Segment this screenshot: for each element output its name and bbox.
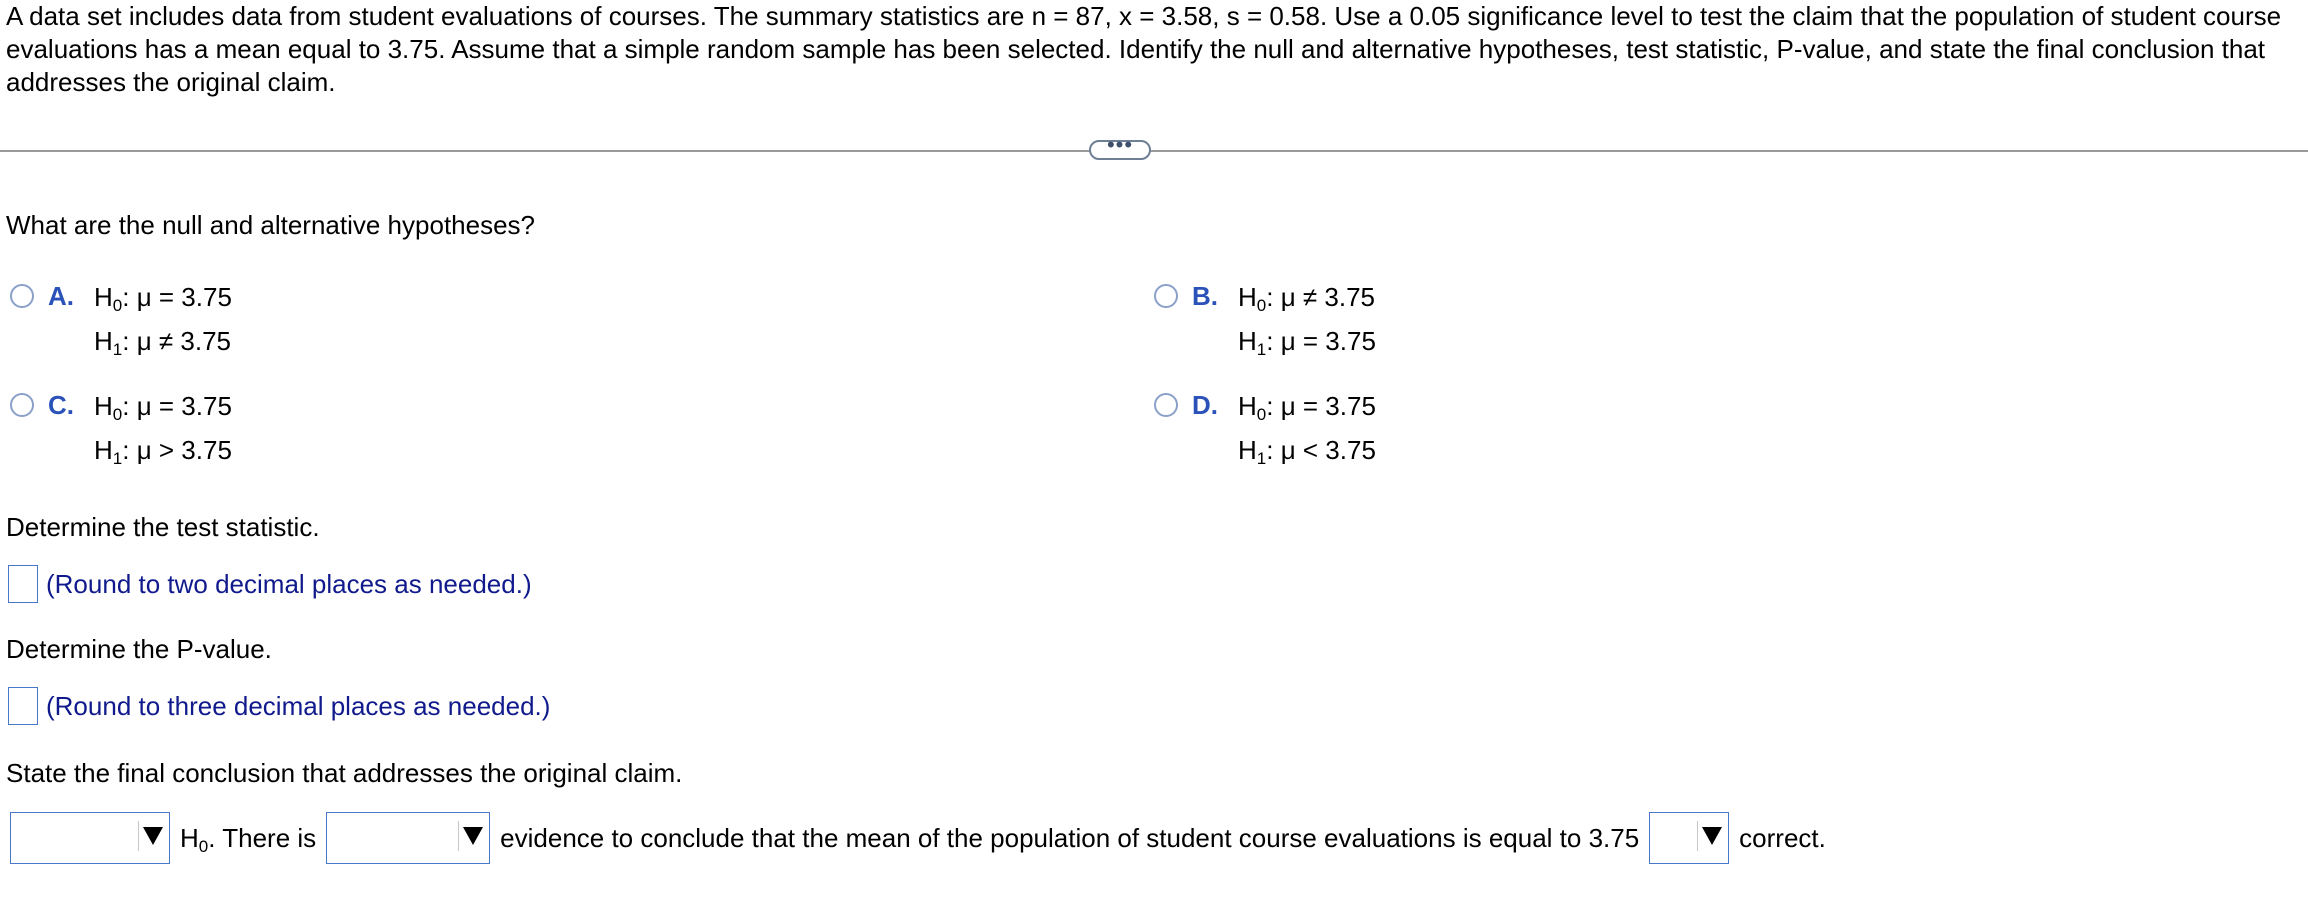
option-c-letter: C. <box>48 390 74 420</box>
dropdown-arrow-icon <box>458 821 487 851</box>
option-d-h1: $H_1$: μ < 3.75 <box>1238 435 1376 468</box>
option-c-body <box>94 384 232 472</box>
dropdown-arrow-icon <box>1697 821 1726 851</box>
problem-line-1: A data set includes data from student evaluations of courses. The summary statistics are n = 87, x = 3.58, s = 0.58. Use a 0.05 significance level to test the claim that the population of student course <box>6 1 2282 31</box>
problem-line-3: addresses the original claim. <box>6 67 336 97</box>
option-a-letter: A. <box>48 281 74 311</box>
claim-correct-dropdown[interactable] <box>1649 812 1729 864</box>
option-d-letter: D. <box>1192 390 1218 420</box>
option-c-h1: $H_1$: μ > 3.75 <box>94 435 232 468</box>
option-b-h0: $H_0$: μ ≠ 3.75 <box>1238 282 1375 315</box>
reject-decision-dropdown[interactable] <box>10 812 170 864</box>
test-statistic-row <box>8 565 532 603</box>
conclusion-h0-text: $H_0$. There is <box>180 822 317 856</box>
p-value-question: Determine the P-value. <box>6 634 272 664</box>
problem-line-2: evaluations has a mean equal to 3.75. Assume that a simple random sample has been selected. Identify the null and alternative hypotheses, test statistic, P-value, and state the final conclusion that <box>6 34 2266 64</box>
p-value-row <box>8 687 550 725</box>
option-c[interactable] <box>10 390 232 472</box>
radio-option-c[interactable] <box>10 393 34 417</box>
option-b[interactable] <box>1154 281 1376 363</box>
hypotheses-question: What are the null and alternative hypotheses? <box>6 210 536 240</box>
test-statistic-input[interactable] <box>8 565 38 603</box>
option-b-letter: B. <box>1192 281 1218 311</box>
option-b-body <box>1238 275 1376 363</box>
option-d-h0: $H_0$: μ = 3.75 <box>1238 391 1376 424</box>
test-statistic-question: Determine the test statistic. <box>6 512 320 542</box>
conclusion-evidence-text: evidence to conclude that the mean of the population of student course evaluations is equal to 3.75 <box>500 822 1640 853</box>
test-statistic-hint: (Round to two decimal places as needed.) <box>46 568 532 599</box>
dropdown-arrow-icon <box>138 821 167 851</box>
evidence-dropdown[interactable] <box>326 812 490 864</box>
option-a-body <box>94 275 232 363</box>
conclusion-question: State the final conclusion that addresses the original claim. <box>6 758 683 788</box>
option-a-h1: $H_1$: μ ≠ 3.75 <box>94 326 231 359</box>
option-d[interactable] <box>1154 390 1376 472</box>
radio-option-a[interactable] <box>10 284 34 308</box>
p-value-hint: (Round to three decimal places as needed.) <box>46 690 551 721</box>
option-c-h0: $H_0$: μ = 3.75 <box>94 391 232 424</box>
section-divider <box>0 150 2308 152</box>
radio-option-b[interactable] <box>1154 284 1178 308</box>
conclusion-correct-text: correct. <box>1739 822 1826 853</box>
option-a[interactable] <box>10 281 232 363</box>
p-value-input[interactable] <box>8 687 38 725</box>
expand-more-button[interactable] <box>1089 132 1151 160</box>
option-d-body <box>1238 384 1376 472</box>
ellipsis-icon: ••• <box>1106 132 1134 157</box>
conclusion-row <box>10 812 1836 864</box>
problem-statement <box>6 0 2296 99</box>
option-a-h0: $H_0$: μ = 3.75 <box>94 282 232 315</box>
option-b-h1: $H_1$: μ = 3.75 <box>1238 326 1376 359</box>
radio-option-d[interactable] <box>1154 393 1178 417</box>
